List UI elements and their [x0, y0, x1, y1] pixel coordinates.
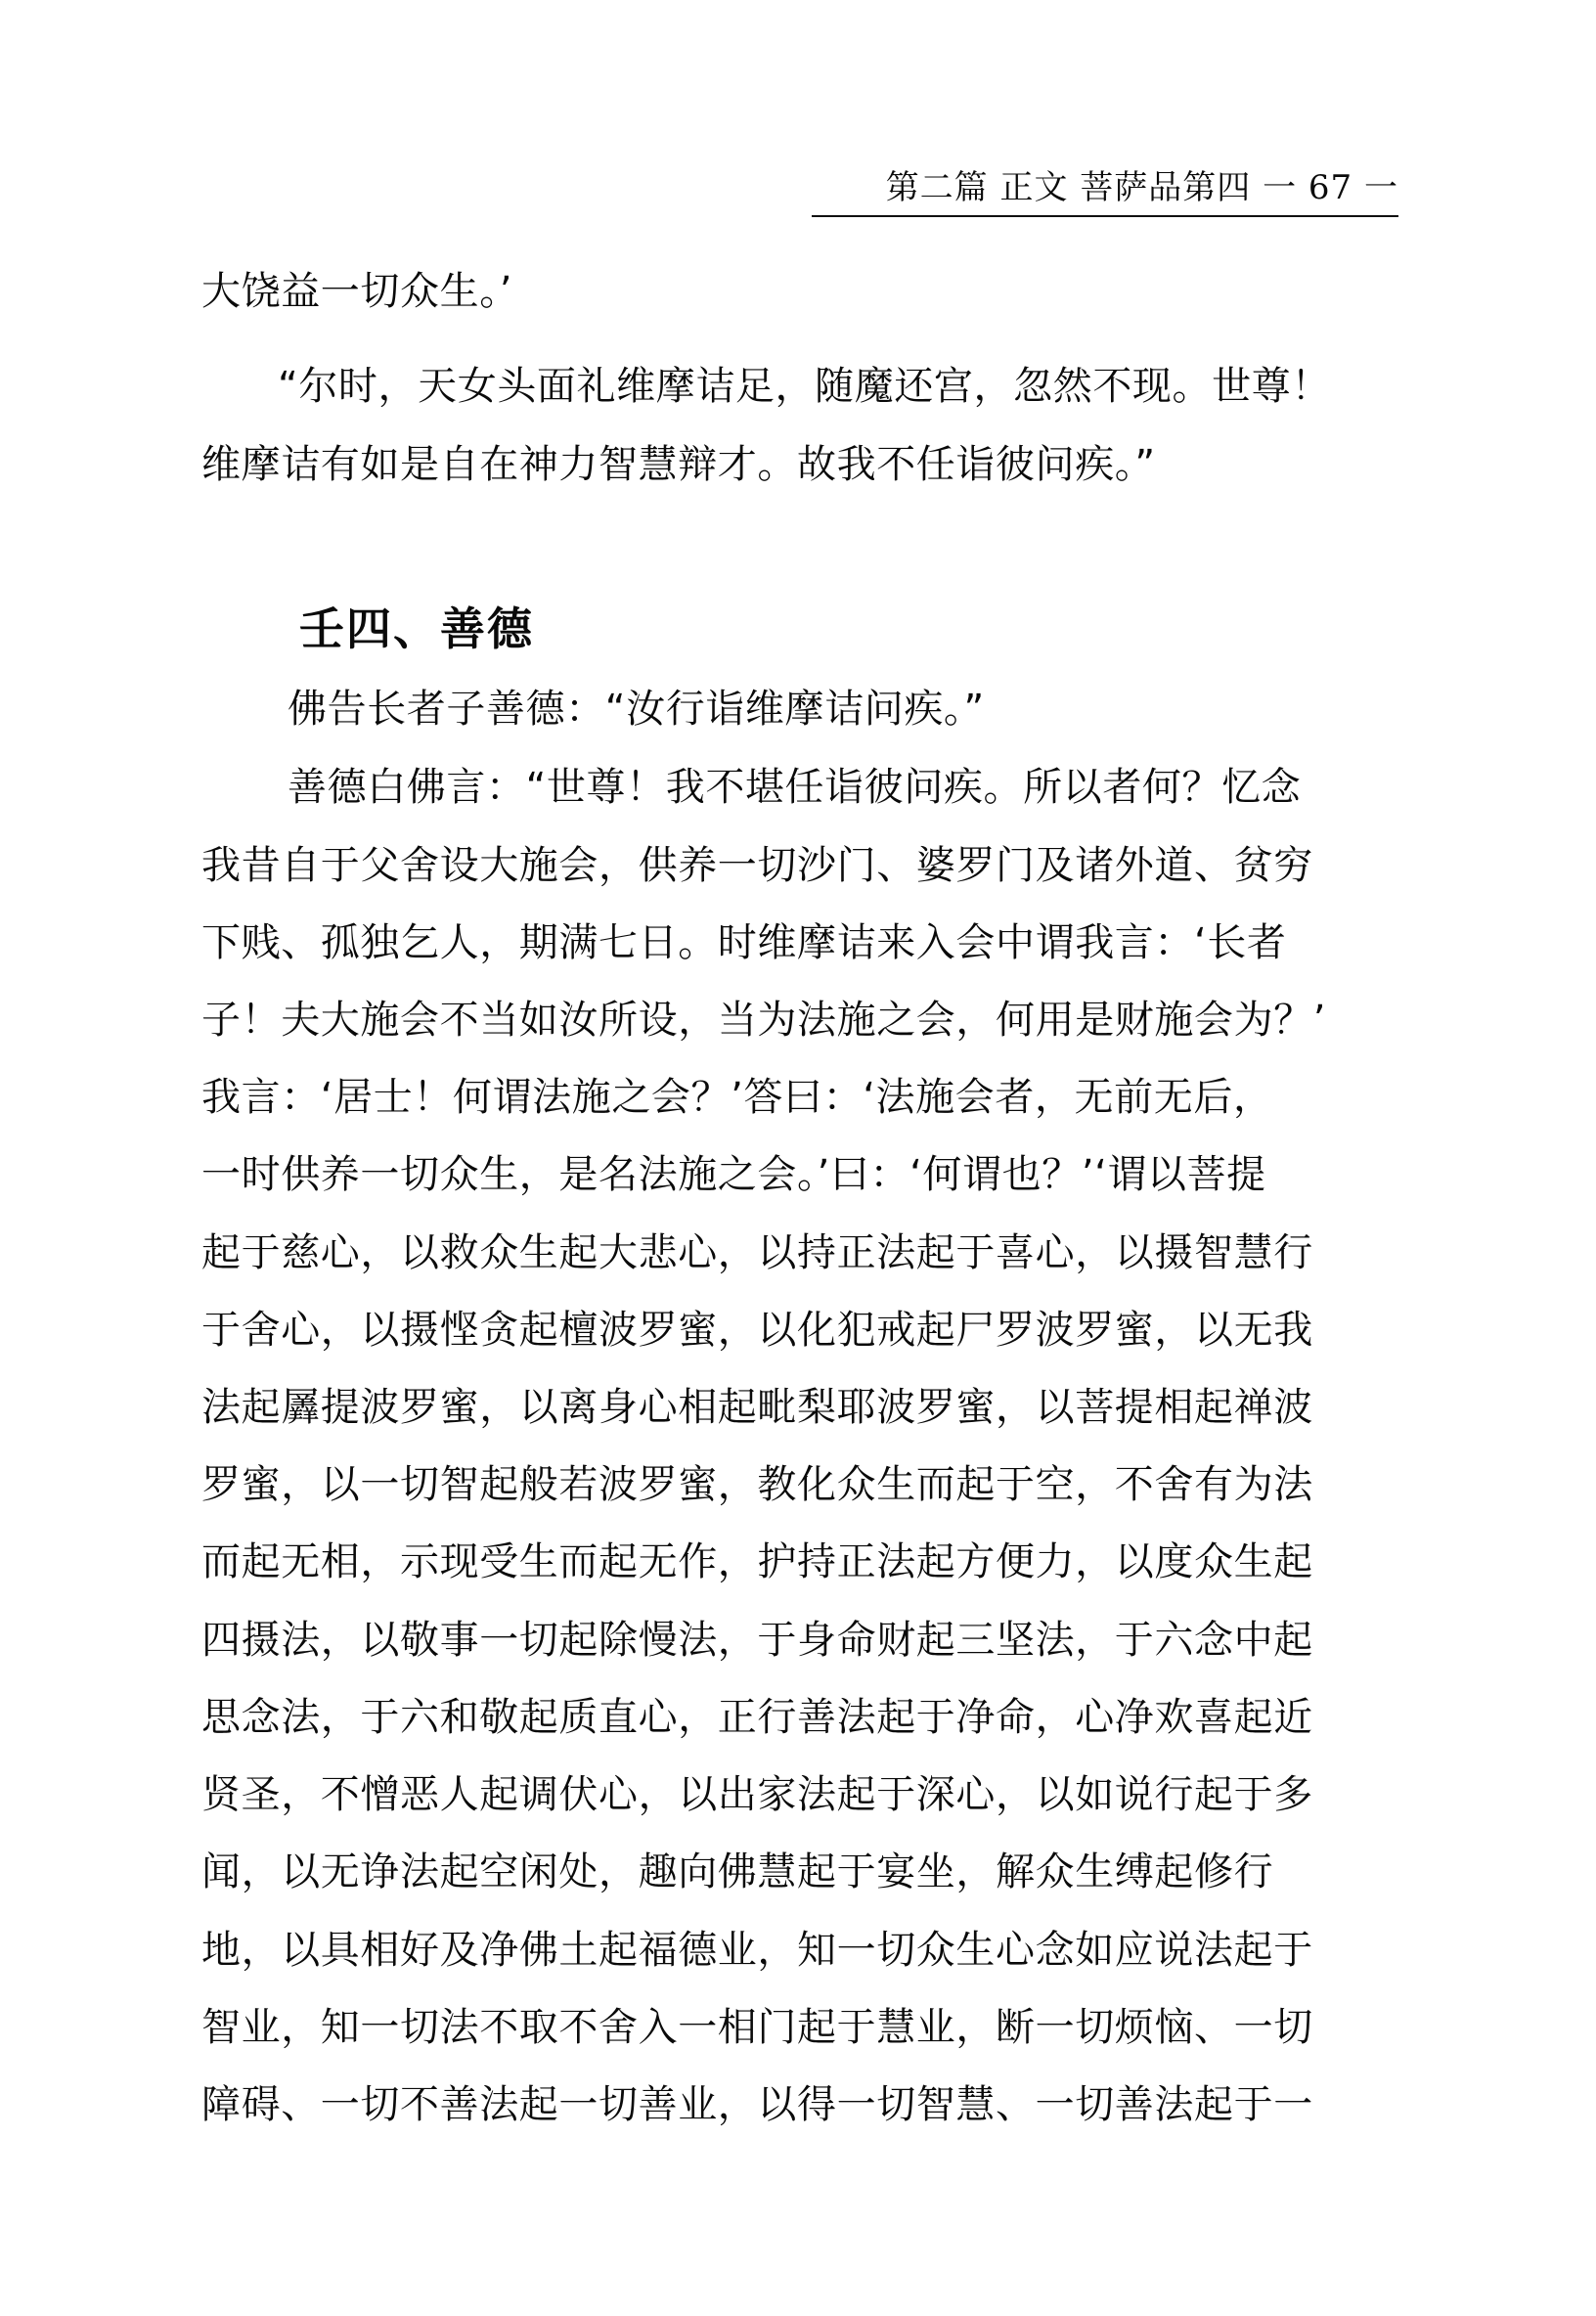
text-line: 我言：‘居士！何谓法施之会？’答曰：‘法施会者，无前无后， [201, 1075, 1273, 1120]
text-line: 我昔自于父舍设大施会，供养一切沙门、婆罗门及诸外道、贫穷 [201, 843, 1313, 888]
text-line: 起于慈心，以救众生起大悲心，以持正法起于喜心，以摄智慧行 [201, 1230, 1313, 1275]
running-header: 第二篇 正文 菩萨品第四 一 67 一 [885, 168, 1398, 207]
text-line: 四摄法，以敬事一切起除慢法，于身命财起三坚法，于六念中起 [201, 1618, 1313, 1663]
text-line: 于舍心，以摄悭贪起檀波罗蜜，以化犯戒起尸罗波罗蜜，以无我 [201, 1308, 1313, 1353]
section-heading: 壬四、善德 [299, 602, 534, 655]
text-line: 下贱、孤独乞人，期满七日。时维摩诘来入会中谓我言：‘长者 [201, 920, 1287, 965]
text-line: 闻，以无诤法起空闲处，趣向佛慧起于宴坐，解众生缚起修行 [201, 1849, 1274, 1894]
text-line: 而起无相，示现受生而起无作，护持正法起方便力，以度众生起 [201, 1539, 1313, 1584]
text-line: 法起羼提波罗蜜，以离身心相起毗梨耶波罗蜜，以菩提相起禅波 [201, 1385, 1313, 1430]
text-line: 思念法，于六和敬起质直心，正行善法起于净命，心净欢喜起近 [201, 1695, 1313, 1740]
text-line: 维摩诘有如是自在神力智慧辩才。故我不任诣彼问疾。” [201, 442, 1156, 487]
text-line: “尔时，天女头面礼维摩诘足，随魔还宫，忽然不现。世尊！ [278, 364, 1331, 409]
text-line: 善德白佛言：“世尊！我不堪任诣彼问疾。所以者何？忆念 [288, 765, 1302, 810]
text-line: 子！夫大施会不当如汝所设，当为法施之会，何用是财施会为？’ [201, 998, 1327, 1043]
text-line: 地，以具相好及净佛土起福德业，知一切众生心念如应说法起于 [201, 1928, 1313, 1973]
text-line: 佛告长者子善德：“汝行诣维摩诘问疾。” [288, 687, 985, 732]
text-line: 一时供养一切众生，是名法施之会。’曰：‘何谓也？’‘谓以菩提 [201, 1152, 1266, 1197]
text-line: 大饶益一切众生。’ [201, 269, 513, 314]
text-line: 智业，知一切法不取不舍入一相门起于慧业，断一切烦恼、一切 [201, 2005, 1313, 2050]
header-rule [812, 215, 1398, 217]
text-line: 罗蜜，以一切智起般若波罗蜜，教化众生而起于空，不舍有为法 [201, 1462, 1313, 1507]
text-line: 障碍、一切不善法起一切善业，以得一切智慧、一切善法起于一 [201, 2082, 1313, 2127]
text-line: 贤圣，不憎恶人起调伏心，以出家法起于深心，以如说行起于多 [201, 1772, 1313, 1817]
